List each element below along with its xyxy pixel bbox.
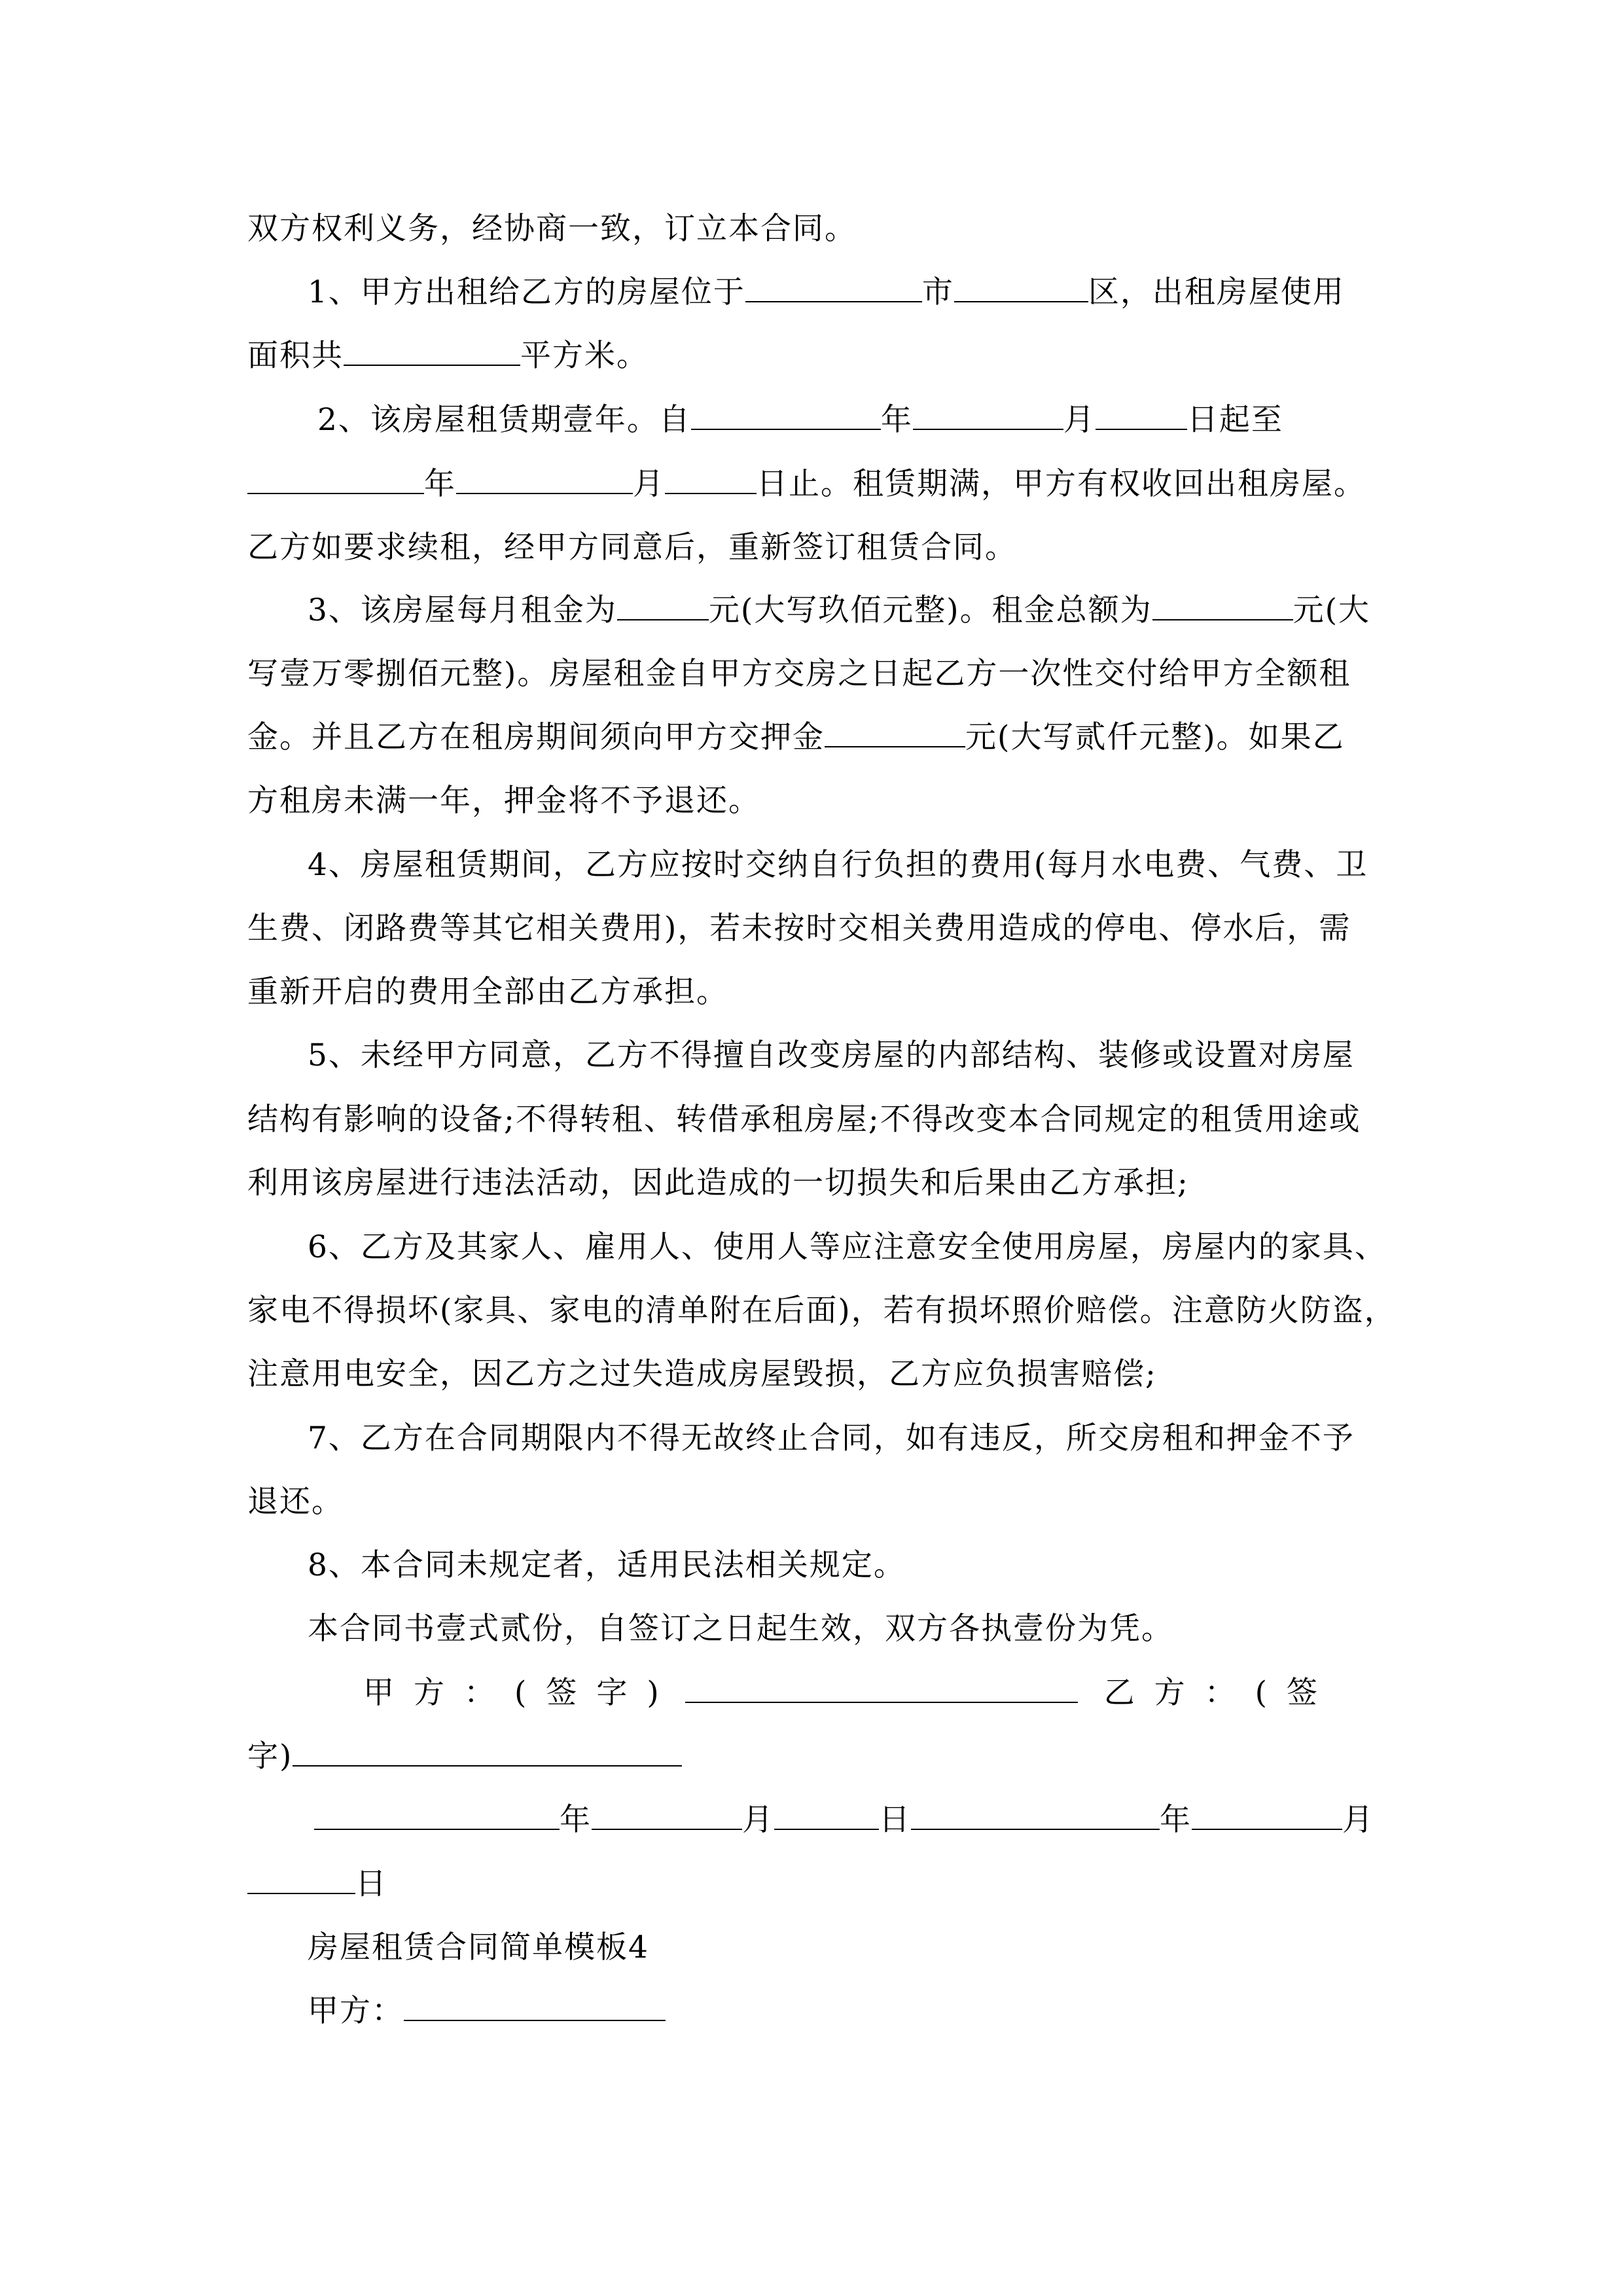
text-segment: 月 <box>1342 1802 1374 1838</box>
text-segment: 1、甲方出租给乙方的房屋位于 <box>308 274 745 310</box>
text-segment: 注意用电安全，因乙方之过失造成房屋毁损，乙方应负损害赔偿; <box>247 1356 1157 1392</box>
text-segment: 2、该房屋租赁期壹年。自 <box>317 402 691 438</box>
fill-in-blank[interactable] <box>745 276 922 302</box>
fill-in-blank[interactable] <box>293 1740 682 1767</box>
text-segment: 日 <box>355 1866 387 1902</box>
text-line <box>247 781 760 821</box>
fill-in-blank[interactable] <box>665 468 757 494</box>
text-segment: 月 <box>1063 402 1096 438</box>
text-line <box>308 273 1345 312</box>
text-segment: 年 <box>1160 1802 1192 1838</box>
text-segment: 8、本合同未规定者，适用民法相关规定。 <box>308 1547 906 1583</box>
fill-in-blank[interactable] <box>617 594 709 620</box>
text-line <box>363 1674 1337 1713</box>
text-segment: 家电不得损坏(家具、家电的清单附在后面)，若有损坏照价赔偿。注意防火防盗， <box>247 1293 1397 1329</box>
fill-in-blank[interactable] <box>314 1804 560 1830</box>
text-line <box>308 1036 1355 1075</box>
text-segment: 甲方：(签字) <box>363 1675 679 1711</box>
text-line <box>247 465 1366 504</box>
fill-in-blank[interactable] <box>825 721 965 747</box>
fill-in-blank[interactable] <box>1152 594 1293 620</box>
text-line <box>308 591 1370 630</box>
text-segment: 元(大 <box>1293 592 1370 628</box>
text-line <box>308 1228 1387 1267</box>
text-segment: 月 <box>742 1802 774 1838</box>
fill-in-blank[interactable] <box>456 468 633 494</box>
text-line <box>308 1419 1355 1458</box>
text-segment: 区，出租房屋使用 <box>1088 274 1345 310</box>
text-segment: 结构有影响的设备;不得转租、转借承租房屋;不得改变本合同规定的租赁用途或 <box>247 1102 1361 1138</box>
text-line <box>247 718 1345 757</box>
text-segment: 乙方：(签 <box>1103 1675 1338 1711</box>
text-segment: 日 <box>879 1802 911 1838</box>
text-segment: 月 <box>633 466 665 502</box>
text-line <box>247 655 1351 694</box>
text-segment: 市 <box>921 274 954 310</box>
text-line <box>247 973 728 1012</box>
text-segment: 甲方： <box>308 1993 404 2029</box>
text-segment: 4、房屋租赁期间，乙方应按时交纳自行负担的费用(每月水电费、气费、卫 <box>308 847 1368 883</box>
fill-in-blank[interactable] <box>247 1868 355 1894</box>
text-segment: 面积共 <box>247 338 344 374</box>
text-segment: 生费、闭路费等其它相关费用)，若未按时交相关费用造成的停电、停水后，需 <box>247 910 1351 946</box>
text-segment: 方租房未满一年，押金将不予退还。 <box>247 783 760 819</box>
text-segment: 房屋租赁合同简单模板4 <box>308 1929 649 1965</box>
text-segment: 年 <box>560 1802 592 1838</box>
text-segment: 双方权利义务，经协商一致，订立本合同。 <box>247 211 857 247</box>
fill-in-blank[interactable] <box>404 1995 666 2021</box>
fill-in-blank[interactable] <box>247 468 424 494</box>
fill-in-blank[interactable] <box>913 404 1063 430</box>
text-line <box>247 528 1017 567</box>
text-line <box>247 1291 1397 1331</box>
text-segment: 重新开启的费用全部由乙方承担。 <box>247 974 728 1010</box>
text-line <box>308 1546 906 1585</box>
text-line <box>308 1992 666 2031</box>
text-segment: 年 <box>880 402 913 438</box>
signature-blank[interactable] <box>685 1677 1078 1703</box>
text-line <box>247 336 649 376</box>
text-segment: 字) <box>247 1738 293 1774</box>
fill-in-blank[interactable] <box>774 1804 879 1830</box>
text-segment: 日止。租赁期满，甲方有权收回出租房屋。 <box>757 466 1366 502</box>
text-segment: 7、乙方在合同期限内不得无故终止合同，如有违反，所交房租和押金不予 <box>308 1420 1355 1456</box>
text-line <box>317 401 1283 440</box>
text-segment: 6、乙方及其家人、雇用人、使用人等应注意安全使用房屋，房屋内的家具、 <box>308 1229 1387 1265</box>
text-segment: 金。并且乙方在租房期间须向甲方交押金 <box>247 719 825 755</box>
fill-in-blank[interactable] <box>691 404 881 430</box>
text-line <box>314 1801 1374 1840</box>
text-segment: 年 <box>424 466 456 502</box>
fill-in-blank[interactable] <box>592 1804 742 1830</box>
text-line <box>247 1355 1157 1394</box>
text-line <box>247 909 1351 948</box>
text-line <box>308 846 1368 885</box>
text-segment: 5、未经甲方同意，乙方不得擅自改变房屋的内部结构、装修或设置对房屋 <box>308 1037 1355 1073</box>
text-segment: 元(大写贰仟元整)。如果乙 <box>965 719 1345 755</box>
text-line <box>247 1482 344 1522</box>
fill-in-blank[interactable] <box>1192 1804 1342 1830</box>
text-segment: 平方米。 <box>520 338 649 374</box>
fill-in-blank[interactable] <box>344 340 520 366</box>
fill-in-blank[interactable] <box>1096 404 1187 430</box>
text-line <box>308 1928 649 1967</box>
text-segment: 元(大写玖佰元整)。租金总额为 <box>708 592 1152 628</box>
text-line <box>247 1737 682 1776</box>
text-segment: 退还。 <box>247 1484 344 1520</box>
fill-in-blank[interactable] <box>954 276 1088 302</box>
text-segment: 本合同书壹式贰份，自签订之日起生效，双方各执壹份为凭。 <box>308 1611 1173 1647</box>
text-segment: 利用该房屋进行违法活动，因此造成的一切损失和后果由乙方承担; <box>247 1165 1189 1201</box>
text-line <box>247 1100 1361 1139</box>
fill-in-blank[interactable] <box>911 1804 1160 1830</box>
text-segment: 日起至 <box>1186 402 1283 438</box>
text-line <box>247 1164 1189 1203</box>
text-segment: 3、该房屋每月租金为 <box>308 592 617 628</box>
text-line <box>247 1865 387 1904</box>
text-line <box>308 1609 1173 1649</box>
text-segment: 乙方如要求续租，经甲方同意后，重新签订租赁合同。 <box>247 529 1017 565</box>
text-line <box>247 209 857 249</box>
text-segment: 写壹万零捌佰元整)。房屋租金自甲方交房之日起乙方一次性交付给甲方全额租 <box>247 656 1351 692</box>
